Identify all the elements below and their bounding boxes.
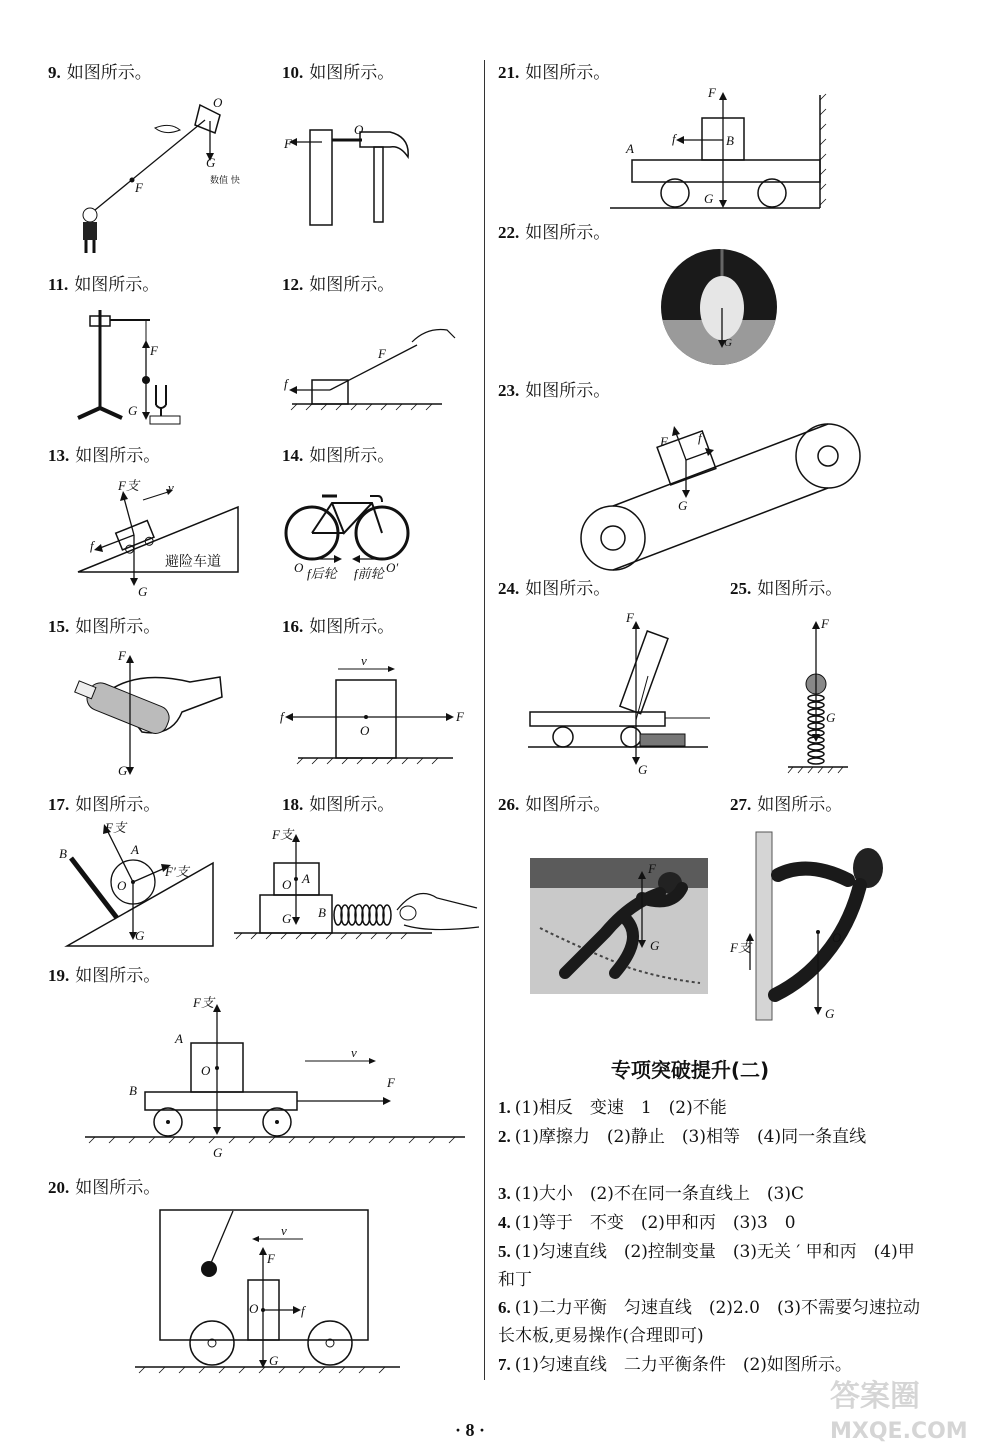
figure-19-block-cart — [85, 995, 480, 1165]
caption-21: 21. 如图所示。 — [498, 63, 611, 83]
f23-label-G: G — [678, 498, 688, 513]
f20-label-G: G — [269, 1353, 279, 1368]
figure-16-block — [278, 655, 478, 770]
f13-label-G: G — [138, 584, 148, 599]
f14-label-O1: O — [294, 560, 304, 575]
answer-2: 2. (1)摩擦力 (2)静止 (3)相等 (4)同一条直线 — [498, 1127, 867, 1147]
f16-label-v: v — [361, 653, 367, 668]
caption-17: 17. 如图所示。 — [48, 795, 161, 815]
f17-label-Fs: F支 — [105, 820, 126, 835]
f19-label-F: F — [387, 1075, 395, 1090]
figure-26-skater-photo — [530, 858, 708, 994]
f21-label-f: f — [672, 131, 676, 146]
svg-text:答案圈: 答案圈 — [830, 1379, 920, 1414]
f21-label-G: G — [704, 191, 714, 206]
f18-label-Fs: F支 — [272, 827, 293, 842]
f19-label-v: v — [351, 1045, 357, 1060]
svg-text:MXQE.COM: MXQE.COM — [830, 1419, 968, 1444]
f20-label-O: O — [249, 1301, 259, 1316]
f25-label-F: F — [821, 616, 829, 631]
column-divider — [484, 60, 485, 1380]
caption-9: 9. 如图所示。 — [48, 63, 152, 83]
f14-label-f-rear: f后轮 — [307, 566, 337, 581]
caption-20: 20. 如图所示。 — [48, 1178, 161, 1198]
f13-label-Fs: F支 — [118, 478, 139, 493]
f15-label-F: F — [118, 648, 126, 663]
figure-22-balloon-photo — [660, 248, 778, 366]
caption-10: 10. 如图所示。 — [282, 63, 395, 83]
f19-label-Fs: F支 — [193, 995, 214, 1010]
f13-lane-label: 避险车道 — [165, 554, 221, 570]
f21-label-A: A — [626, 141, 634, 156]
caption-26: 26. 如图所示。 — [498, 795, 611, 815]
caption-27: 27. 如图所示。 — [730, 795, 843, 815]
f25-label-G: G — [826, 710, 836, 725]
figure-10-hammer — [282, 120, 442, 230]
answer-3: 3. (1)大小 (2)不在同一条直线上 (3)C — [498, 1184, 804, 1204]
f9-label-O: O — [213, 95, 223, 110]
caption-13: 13. 如图所示。 — [48, 446, 161, 466]
f14-label-O2: O′ — [386, 560, 399, 575]
answer-4: 4. (1)等于 不变 (2)甲和丙 (3)3 0 — [498, 1213, 796, 1233]
caption-18: 18. 如图所示。 — [282, 795, 395, 815]
f13-label-f: f — [90, 538, 94, 553]
figure-9-kite — [70, 95, 240, 255]
caption-25: 25. 如图所示。 — [730, 579, 843, 599]
f12-label-F: F — [378, 346, 386, 361]
f9-label-G: G — [206, 155, 216, 170]
f20-label-v: v — [281, 1223, 287, 1238]
f27-label-G: G — [825, 1006, 835, 1021]
figure-13-runaway-lane — [78, 470, 248, 600]
figure-15-bottle — [70, 645, 230, 780]
f9-label-F: F — [135, 180, 143, 195]
f20-label-F: F — [267, 1251, 275, 1266]
f11-label-F: F — [150, 343, 158, 358]
f18-label-B: B — [318, 905, 326, 920]
f19-label-O: O — [201, 1063, 211, 1078]
f24-label-F: F — [626, 610, 634, 625]
answer-1: 1. (1)相反 变速 1 (2)不能 — [498, 1098, 727, 1118]
f13-label-v: v — [168, 480, 174, 495]
figure-27-climber-photo — [728, 830, 893, 1025]
answer-6: 6. (1)二力平衡 匀速直线 (2)2.0 (3)不需要匀速拉动长木板,更易操作(合理即可) — [498, 1298, 921, 1346]
figure-17-ball-incline — [55, 820, 225, 950]
figure-20-cart-pendulum — [135, 1205, 415, 1385]
figure-24-board-cart — [528, 612, 713, 777]
f19-label-B: B — [129, 1083, 137, 1098]
f16-label-f: f — [280, 709, 284, 724]
f17-label-Fs2: F′支 — [165, 864, 189, 879]
caption-15: 15. 如图所示。 — [48, 617, 161, 637]
f19-label-A: A — [175, 1031, 183, 1046]
f16-label-F: F — [456, 709, 464, 724]
caption-14: 14. 如图所示。 — [282, 446, 395, 466]
f26-label-G: G — [650, 938, 660, 953]
figure-11-tuning-fork — [70, 300, 200, 430]
f11-label-G: G — [128, 403, 138, 418]
caption-23: 23. 如图所示。 — [498, 381, 611, 401]
f14-label-f-front: f前轮 — [354, 566, 384, 581]
figure-23-conveyor — [578, 408, 863, 573]
f17-label-O: O — [117, 878, 127, 893]
f10-label-F: F — [284, 136, 292, 151]
f23-label-f: f — [698, 430, 702, 445]
f24-label-G: G — [638, 762, 648, 777]
caption-16: 16. 如图所示。 — [282, 617, 395, 637]
f27-label-O: O — [832, 930, 842, 945]
figure-14-bicycle — [282, 488, 422, 588]
f18-label-O: O — [282, 877, 292, 892]
f21-label-B: B — [726, 133, 734, 148]
figure-25-ball-spring — [788, 612, 848, 777]
figure-21-cart-wall — [610, 85, 830, 215]
f16-label-O: O — [360, 723, 370, 738]
section-title: 专项突破提升(二) — [610, 1058, 770, 1082]
f21-label-F: F — [708, 85, 716, 100]
figure-12-pull-block — [282, 320, 462, 410]
figure-18-blocks-spring — [232, 825, 482, 940]
f15-label-G: G — [118, 763, 128, 778]
f12-label-f: f — [284, 376, 288, 391]
watermark-logo — [828, 1370, 988, 1445]
f9-note: 数值 快 — [210, 176, 240, 186]
f18-label-G: G — [282, 911, 292, 926]
caption-11: 11. 如图所示。 — [48, 275, 160, 295]
f19-label-G: G — [213, 1145, 223, 1160]
f17-label-A: A — [131, 842, 139, 857]
f26-label-F: F — [648, 861, 656, 876]
caption-24: 24. 如图所示。 — [498, 579, 611, 599]
caption-22: 22. 如图所示。 — [498, 223, 611, 243]
f17-label-G: G — [135, 928, 145, 943]
caption-12: 12. 如图所示。 — [282, 275, 395, 295]
f18-label-A: A — [302, 871, 310, 886]
f27-label-Fs: F支 — [730, 940, 751, 955]
answer-7: 7. (1)匀速直线 二力平衡条件 (2)如图所示。 — [498, 1355, 852, 1375]
page-number: · 8 · — [455, 1420, 486, 1440]
f10-label-O: O — [354, 122, 364, 137]
caption-19: 19. 如图所示。 — [48, 966, 161, 986]
f22-label-G: G — [724, 337, 732, 349]
f17-label-B: B — [59, 846, 67, 861]
f20-label-f: f — [301, 1303, 305, 1318]
answer-5: 5. (1)匀速直线 (2)控制变量 (3)无关 ′ 甲和丙 (4)甲和丁 — [498, 1242, 915, 1290]
f23-label-F: F — [660, 434, 668, 449]
